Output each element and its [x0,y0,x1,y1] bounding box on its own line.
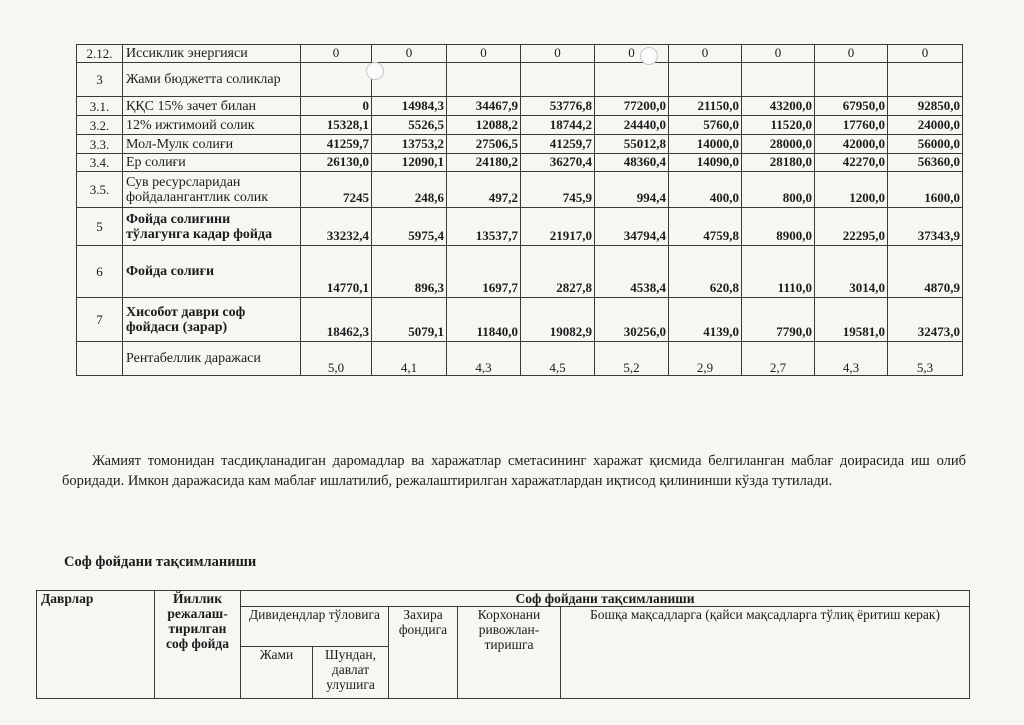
value-cell: 42000,0 [815,135,888,154]
value-cell: 5526,5 [372,116,447,135]
value-cell [669,63,742,97]
value-cell: 30256,0 [595,298,669,342]
table-row [77,246,963,298]
value-cell: 15328,1 [301,116,372,135]
value-cell: 48360,4 [595,154,669,172]
col-planned-net-profit: Йиллик режалаш-тирилган соф фойда [155,591,241,699]
table-row [77,342,963,376]
row-label: Ер солиғи [123,154,301,172]
col-periods: Даврлар [37,591,155,699]
value-cell: 5,3 [888,342,963,376]
row-number: 3.4. [77,154,123,172]
value-cell: 620,8 [669,246,742,298]
value-cell: 497,2 [447,172,521,208]
value-cell: 11840,0 [447,298,521,342]
value-cell: 0 [301,45,372,63]
row-label: Иссиклик энергияси [123,45,301,63]
value-cell: 4538,4 [595,246,669,298]
value-cell: 5,0 [301,342,372,376]
value-cell [742,63,815,97]
row-number: 3.5. [77,172,123,208]
value-cell: 27506,5 [447,135,521,154]
value-cell: 0 [815,45,888,63]
value-cell: 24000,0 [888,116,963,135]
value-cell: 77200,0 [595,97,669,116]
value-cell: 4,3 [447,342,521,376]
value-cell: 17760,0 [815,116,888,135]
value-cell [595,63,669,97]
value-cell: 0 [742,45,815,63]
value-cell: 0 [447,45,521,63]
value-cell [815,63,888,97]
row-number: 6 [77,246,123,298]
value-cell: 994,4 [595,172,669,208]
value-cell: 400,0 [669,172,742,208]
table-row [77,45,963,63]
row-number: 3.1. [77,97,123,116]
row-label: Жами бюджетта соликлар [123,63,301,97]
value-cell: 4,3 [815,342,888,376]
value-cell: 5079,1 [372,298,447,342]
budget-tax-table [76,44,963,376]
value-cell: 56360,0 [888,154,963,172]
value-cell: 19082,9 [521,298,595,342]
table-row [77,298,963,342]
value-cell: 4,5 [521,342,595,376]
table-row [77,172,963,208]
value-cell: 5,2 [595,342,669,376]
value-cell: 2,9 [669,342,742,376]
value-cell: 1600,0 [888,172,963,208]
value-cell: 67950,0 [815,97,888,116]
value-cell: 14770,1 [301,246,372,298]
value-cell: 4139,0 [669,298,742,342]
value-cell: 14000,0 [669,135,742,154]
value-cell: 12088,2 [447,116,521,135]
value-cell: 2827,8 [521,246,595,298]
value-cell: 36270,4 [521,154,595,172]
section-title: Соф фойдани тақсимланиши [64,554,257,570]
row-label: ҚҚС 15% зачет билан [123,97,301,116]
value-cell: 42270,0 [815,154,888,172]
value-cell: 7790,0 [742,298,815,342]
value-cell: 745,9 [521,172,595,208]
value-cell [888,63,963,97]
row-label: Мол-Мулк солиғи [123,135,301,154]
value-cell: 55012,8 [595,135,669,154]
col-reserve-fund: Захира фондига [389,607,458,699]
distribution-group-header: Соф фойдани тақсимланиши [241,591,970,607]
table-row [77,116,963,135]
value-cell: 26130,0 [301,154,372,172]
table-row [77,135,963,154]
value-cell: 28180,0 [742,154,815,172]
value-cell: 41259,7 [521,135,595,154]
row-number: 7 [77,298,123,342]
value-cell [521,63,595,97]
value-cell: 2,7 [742,342,815,376]
value-cell: 5760,0 [669,116,742,135]
value-cell: 12090,1 [372,154,447,172]
value-cell: 19581,0 [815,298,888,342]
value-cell: 0 [595,45,669,63]
value-cell: 41259,7 [301,135,372,154]
value-cell: 53776,8 [521,97,595,116]
value-cell: 18744,2 [521,116,595,135]
value-cell: 0 [372,45,447,63]
value-cell: 14090,0 [669,154,742,172]
col-dividends-total: Жами [241,647,313,699]
value-cell: 21917,0 [521,208,595,246]
row-number: 3.2. [77,116,123,135]
value-cell: 4,1 [372,342,447,376]
value-cell: 21150,0 [669,97,742,116]
table-row [77,97,963,116]
value-cell: 34467,9 [447,97,521,116]
value-cell: 0 [521,45,595,63]
row-number: 5 [77,208,123,246]
value-cell: 33232,4 [301,208,372,246]
value-cell: 32473,0 [888,298,963,342]
value-cell: 8900,0 [742,208,815,246]
value-cell [447,63,521,97]
value-cell: 24440,0 [595,116,669,135]
row-label: Фойда солиғини тўлагунга кадар фойда [123,208,301,246]
value-cell: 0 [669,45,742,63]
row-label: 12% ижтимоий солик [123,116,301,135]
row-label: Сув ресурсларидан фойдалангантлик солик [123,172,301,208]
row-number [77,342,123,376]
col-other-purposes: Бошқа мақсадларга (қайси мақсадларга тўлиқ ёритиш керак) [561,607,970,699]
value-cell: 248,6 [372,172,447,208]
value-cell: 4870,9 [888,246,963,298]
value-cell: 92850,0 [888,97,963,116]
value-cell: 1200,0 [815,172,888,208]
punch-hole-mark [366,62,384,80]
value-cell: 24180,2 [447,154,521,172]
row-label: Рентабеллик даражаси [123,342,301,376]
row-number: 3.3. [77,135,123,154]
value-cell: 18462,3 [301,298,372,342]
value-cell: 13753,2 [372,135,447,154]
table-row [77,208,963,246]
value-cell: 28000,0 [742,135,815,154]
value-cell: 7245 [301,172,372,208]
row-label: Фойда солиғи [123,246,301,298]
punch-hole-mark [640,47,658,65]
col-dividends-state-share: Шундан, давлат улушига [313,647,389,699]
value-cell: 1697,7 [447,246,521,298]
value-cell: 0 [301,97,372,116]
table-row [77,154,963,172]
profit-distribution-table [36,590,970,699]
col-dividends: Дивидендлар тўловига [241,607,389,647]
value-cell: 5975,4 [372,208,447,246]
value-cell: 3014,0 [815,246,888,298]
value-cell: 34794,4 [595,208,669,246]
col-development: Корхонани ривожлан-тиришга [458,607,561,699]
value-cell: 37343,9 [888,208,963,246]
estimate-paragraph: Жамият томонидан тасдиқланадиган даромадлар ва харажатлар сметасининг харажат қисмида белгиланган маблағ доирасида иш олиб боридади. Имкон даражасида кам маблағ ишлатилиб, режалаштирилган харажатлардан иқтисод қилининши кўзда тутилади. [62,453,966,489]
value-cell: 56000,0 [888,135,963,154]
value-cell: 14984,3 [372,97,447,116]
value-cell: 13537,7 [447,208,521,246]
value-cell: 0 [888,45,963,63]
row-number: 2.12. [77,45,123,63]
value-cell: 43200,0 [742,97,815,116]
value-cell: 1110,0 [742,246,815,298]
value-cell: 800,0 [742,172,815,208]
value-cell: 896,3 [372,246,447,298]
value-cell: 22295,0 [815,208,888,246]
row-label: Хисобот даври соф фойдаси (зарар) [123,298,301,342]
table-row [77,63,963,97]
value-cell: 11520,0 [742,116,815,135]
value-cell [301,63,372,97]
row-number: 3 [77,63,123,97]
value-cell: 4759,8 [669,208,742,246]
